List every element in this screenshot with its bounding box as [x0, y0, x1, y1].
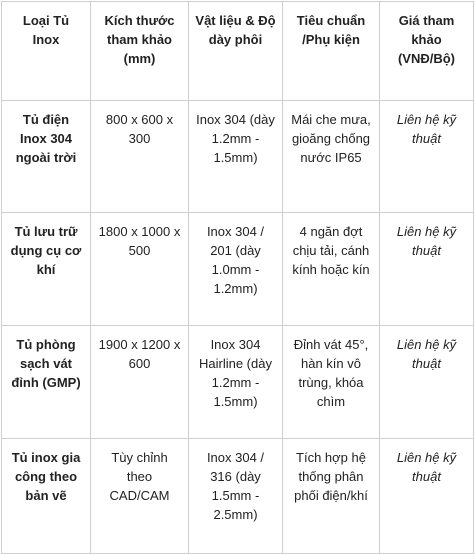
- cell-standard: Mái che mưa, gioăng chống nước IP65: [283, 101, 380, 213]
- cell-size: Tùy chỉnh theo CAD/CAM: [91, 439, 189, 554]
- header-cabinet-type: Loại Tủ Inox: [2, 2, 91, 101]
- table-row: [2, 439, 474, 554]
- table-row: [2, 326, 474, 439]
- table-row: [2, 101, 474, 213]
- table-row: [2, 213, 474, 326]
- cell-cabinet-type: Tủ lưu trữ dụng cụ cơ khí: [2, 213, 91, 326]
- cell-material: Inox 304 Hairline (dày 1.2mm - 1.5mm): [189, 326, 283, 439]
- cell-cabinet-type: Tủ phòng sạch vát đỉnh (GMP): [2, 326, 91, 439]
- cell-cabinet-type: Tủ inox gia công theo bản vẽ: [2, 439, 91, 554]
- cell-price: Liên hệ kỹ thuật: [380, 439, 474, 554]
- cell-size: 1900 x 1200 x 600: [91, 326, 189, 439]
- cell-price: Liên hệ kỹ thuật: [380, 213, 474, 326]
- header-standard-accessories: Tiêu chuẩn /Phụ kiện: [283, 2, 380, 101]
- cell-cabinet-type: Tủ điện Inox 304 ngoài trời: [2, 101, 91, 213]
- cell-price: Liên hệ kỹ thuật: [380, 326, 474, 439]
- header-reference-size: Kích thước tham khảo (mm): [91, 2, 189, 101]
- cell-price: Liên hệ kỹ thuật: [380, 101, 474, 213]
- cell-material: Inox 304 (dày 1.2mm - 1.5mm): [189, 101, 283, 213]
- cell-size: 1800 x 1000 x 500: [91, 213, 189, 326]
- table-header-row: [2, 2, 474, 101]
- header-material-thickness: Vật liệu & Độ dày phôi: [189, 2, 283, 101]
- cell-material: Inox 304 / 201 (dày 1.0mm - 1.2mm): [189, 213, 283, 326]
- cell-standard: Tích hợp hệ thống phân phối điện/khí: [283, 439, 380, 554]
- cell-size: 800 x 600 x 300: [91, 101, 189, 213]
- cell-material: Inox 304 / 316 (dày 1.5mm - 2.5mm): [189, 439, 283, 554]
- inox-cabinet-price-table: [1, 1, 474, 554]
- cell-standard: Đỉnh vát 45°, hàn kín vô trùng, khóa chìm: [283, 326, 380, 439]
- cell-standard: 4 ngăn đợt chịu tải, cánh kính hoặc kín: [283, 213, 380, 326]
- header-reference-price: Giá tham khảo (VNĐ/Bộ): [380, 2, 474, 101]
